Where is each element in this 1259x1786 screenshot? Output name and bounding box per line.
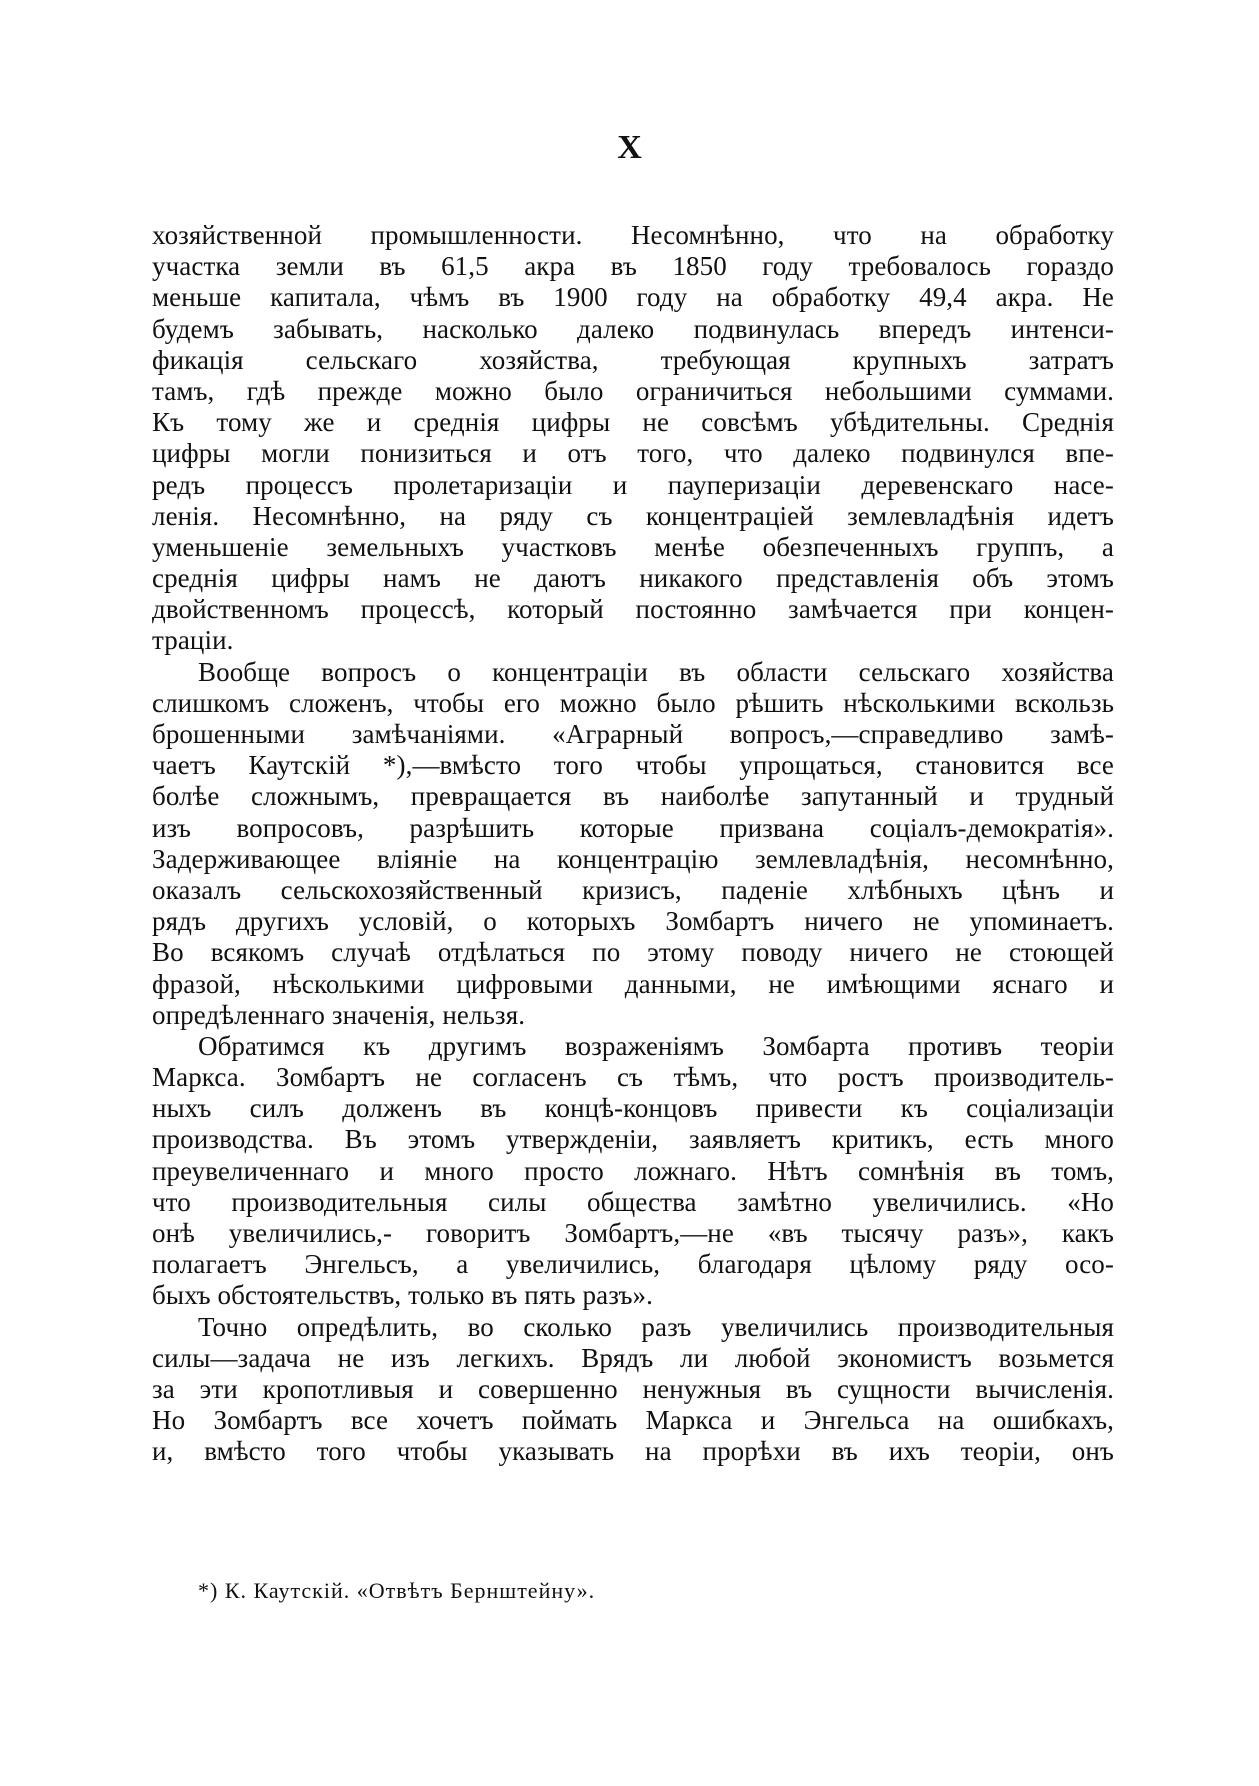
text-line: тамъ, гдѣ прежде можно было ограничиться небольшими суммами.: [152, 375, 1114, 406]
text-line: преувеличеннаго и много просто ложнаго. Нѣтъ сомнѣнія въ томъ,: [152, 1155, 1114, 1186]
text-line: Во всякомъ случаѣ отдѣлаться по этому поводу ничего не стоющей: [152, 937, 1114, 968]
text-line: слишкомъ сложенъ, чтобы его можно было рѣшить нѣсколькими вскользь: [152, 687, 1114, 718]
text-line: двойственномъ процессѣ, который постоянно замѣчается при концен-: [152, 594, 1114, 625]
text-line: что производительныя силы общества замѣтно увеличились. «Но: [152, 1186, 1114, 1217]
text-line: Маркса. Зомбартъ не согласенъ съ тѣмъ, что ростъ производитель-: [152, 1062, 1114, 1093]
text-line: будемъ забывать, насколько далеко подвинулась впередъ интенси-: [152, 313, 1114, 344]
text-line: уменьшеніе земельныхъ участковъ менѣе обезпеченныхъ группъ, а: [152, 531, 1114, 562]
text-line: силы—задача не изъ легкихъ. Врядъ ли любой экономистъ возьмется: [152, 1342, 1114, 1373]
text-line: хозяйственной промышленности. Несомнѣнно, что на обработку: [152, 220, 1114, 250]
text-line: среднія цифры намъ не даютъ никакого представленія объ этомъ: [152, 563, 1114, 594]
footnote: *) К. Каутскій. «Отвѣтъ Бернштейну».: [198, 1578, 596, 1603]
text-line: ленія. Несомнѣнно, на ряду съ концентраціей землевладѣнія идетъ: [152, 500, 1114, 531]
text-line: и, вмѣсто того чтобы указывать на прорѣхи въ ихъ теоріи, онъ: [152, 1436, 1114, 1467]
text-line: Задерживающее вліяніе на концентрацію землевладѣнія, несомнѣнно,: [152, 843, 1114, 874]
text-line: полагаетъ Энгельсъ, а увеличились, благодаря цѣлому ряду осо-: [152, 1249, 1114, 1280]
text-line: участка земли въ 61,5 акра въ 1850 году требовалось гораздо: [152, 251, 1114, 282]
text-line: меньше капитала, чѣмъ въ 1900 году на обработку 49,4 акра. Не: [152, 282, 1114, 313]
text-line: быхъ обстоятельствъ, только въ пять разъ».: [152, 1280, 654, 1311]
text-line: изъ вопросовъ, разрѣшить которые призвана соціалъ-демократія».: [152, 812, 1114, 843]
paragraph-start-line: Точно опредѣлить, во сколько разъ увеличились производительныя: [198, 1311, 1114, 1342]
page-number: X: [617, 129, 642, 166]
text-line: болѣе сложнымъ, превращается въ наиболѣе запутанный и трудный: [152, 781, 1114, 812]
text-line: онѣ увеличились,- говоритъ Зомбартъ,—не «въ тысячу разъ», какъ: [152, 1218, 1114, 1248]
text-line: за эти кропотливыя и совершенно ненужныя въ сущности вычисленія.: [152, 1373, 1114, 1404]
text-line: оказалъ сельскохозяйственный кризисъ, паденіе хлѣбныхъ цѣнъ и: [152, 874, 1114, 905]
text-line: брошенными замѣчаніями. «Аграрный вопросъ,—справедливо замѣ-: [152, 719, 1114, 749]
text-line: цифры могли понизиться и отъ того, что далеко подвинулся впе-: [152, 438, 1114, 469]
text-line: опредѣленнаго значенія, нельзя.: [152, 999, 526, 1030]
text-line: рядъ другихъ условій, о которыхъ Зомбартъ ничего не упоминаетъ.: [152, 906, 1114, 937]
body-text: [152, 220, 1114, 1468]
paragraph-start-line: Вообще вопросъ о концентраціи въ области сельскаго хозяйства: [198, 656, 1114, 687]
paragraph-start-line: Обратимся къ другимъ возраженіямъ Зомбарта противъ теоріи: [198, 1030, 1114, 1061]
text-line: Къ тому же и среднія цифры не совсѣмъ убѣдительны. Среднія: [152, 407, 1114, 438]
text-line: ныхъ силъ долженъ въ концѣ-концовъ привести къ соціализаціи: [152, 1093, 1114, 1124]
text-line: фикація сельскаго хозяйства, требующая крупныхъ затратъ: [152, 344, 1114, 375]
text-line: Но Зомбартъ все хочетъ поймать Маркса и Энгельса на ошибкахъ,: [152, 1405, 1114, 1436]
text-line: фразой, нѣсколькими цифровыми данными, не имѣющими яснаго и: [152, 968, 1114, 999]
text-line: траціи.: [152, 625, 234, 656]
text-line: производства. Въ этомъ утвержденіи, заявляетъ критикъ, есть много: [152, 1124, 1114, 1155]
text-line: чаетъ Каутскій *),—вмѣсто того чтобы упрощаться, становится все: [152, 750, 1114, 781]
text-line: редъ процессъ пролетаризаціи и пауперизаціи деревенскаго насе-: [152, 469, 1114, 500]
